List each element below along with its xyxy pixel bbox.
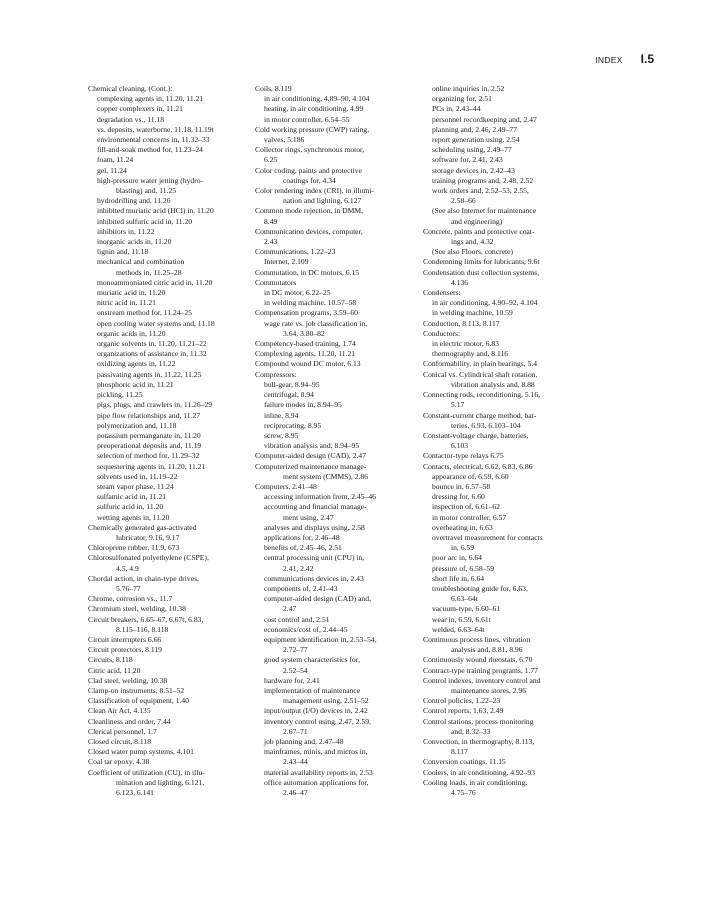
index-entry: Circuit breakers, 6.65–67, 6.67t, 6.83, [88,614,204,624]
index-entry: inorganic acids in, 11.20 [97,237,172,247]
index-entry: job planning and, 2.47–48 [264,737,344,746]
index-entry: high-pressure water jetting (hydro- [97,175,204,185]
index-entry: inline, 8.94 [264,410,299,420]
index-entry: Chlorosulfonated polyethylene (CSPE), [88,553,209,563]
index-entry: muriatic acid in, 11.20 [97,288,166,298]
index-entry: 5.76–77 [116,583,141,593]
index-entry: Compound wound DC motor, 6.13 [255,359,361,369]
index-entry: organic solvents in, 11.20, 11.21–22 [97,339,207,349]
index-entry: thermography and, 8.116 [432,349,509,359]
index-entry: 2.47 [283,604,297,614]
index-entry: Compressors: [255,369,297,379]
index-entry: organic acids in, 11.20 [97,328,166,338]
index-entry: Control reports, 1.63, 2.49 [423,706,504,716]
index-entry: management using, 2.51–52 [283,696,369,706]
index-entry: valves, 5.186 [264,135,305,145]
index-entry: office automation applications for, [264,777,369,787]
index-entry: 4.75–76 [451,788,476,798]
index-entry: monoammoniated citric acid in, 11.20 [97,277,213,287]
index-entry: sulfuric acid in, 11.20 [97,502,164,512]
index-entry: Color rendering index (CRI), in illumi- [255,186,374,196]
index-entry: welded, 6.63–64t [432,624,485,634]
index-entry: inspection of, 6.61–62 [432,502,500,512]
index-entry: Control policies, 1.22–23 [423,696,501,706]
index-entry: Computerized maintenance manage- [255,461,367,471]
index-entry: Chrome, corrosion vs., 11.7 [88,594,173,604]
index-entry: Closed water pump systems, 4.101 [88,747,194,757]
index-entry: blasting) and, 11.25 [116,186,177,196]
index-entry: Chordal action, in chain-type drives, [88,573,199,583]
index-entry: pipe flow relationships and, 11.27 [97,410,201,420]
index-entry: vibration analysis and, 8.88 [451,379,535,389]
index-entry: 5.17 [451,400,465,410]
index-entry: mainframes, minis, and micros in, [264,747,368,757]
index-entry: Conformability, in plain bearings, 5.4 [423,359,538,369]
index-entry: 2.72–77 [283,645,308,655]
index-entry: Chemical cleaning, (Cont.): [88,84,173,93]
index-entry: Common mode rejection, in DMM, [255,206,363,216]
index-entry: Control indexes, inventory control and [423,675,541,685]
index-entry: wetting agents in, 11.20 [97,512,170,522]
index-entry: in welding machine, 10.57–58 [264,298,357,308]
index-entry: training programs and, 2.48, 2.52 [432,175,534,185]
index-entry: applications for, 2.46–48 [264,532,340,542]
index-entry: copper complexers in, 11.21 [97,104,183,114]
index-entry: Conical vs. Cylindrical shaft rotation, [423,369,538,379]
index-entry: Collector rings, synchronous motor, [255,145,365,155]
index-entry: (See also Floors, concrete) [432,247,513,257]
index-entry: coatings for, 4.34 [283,175,336,185]
index-entry: 2.41, 2.42 [283,563,314,573]
index-entry: Cold working pressure (CWP) rating, [255,124,370,134]
index-entry: Clamp-on instruments, 8.51–52 [88,685,185,695]
index-column-3 [423,84,598,798]
index-entry: overheating in, 6.63 [432,522,493,532]
index-entry: inhibited sulfuric acid in, 11.20 [97,216,193,226]
index-entry: gel, 11.24 [97,165,127,175]
index-entry: Contract-type training programs, 1.77 [423,665,538,675]
index-entry: in motor controller, 6.57 [432,512,507,522]
index-entry: in air conditioning, 4.90–92, 4.104 [432,298,538,308]
index-entry: centrifugal, 8.94 [264,390,314,400]
index-entry: nation and lighting, 6.127 [283,196,362,206]
index-entry: 4.5, 4.9 [116,563,139,573]
index-entry: analyses and displays using, 2.58 [264,522,365,532]
index-entry: Complexing agents, 11.20, 11.21 [255,349,356,359]
index-entry: reciprocating, 8.95 [264,420,322,430]
index-entry: ment system (CMMS), 2.86 [283,471,369,481]
index-entry: appearance of, 6.59, 6.60 [432,471,509,481]
index-entry: Conduction, 8.113, 8.117 [423,318,500,328]
index-entry: Clean Air Act, 4.135 [88,706,151,716]
index-entry: Conductors: [423,328,461,338]
index-entry: lubricator, 9.16, 9.17 [116,532,180,542]
index-entry: sulfamic acid in, 11.21 [97,492,167,502]
index-entry: screw, 8.95 [264,430,299,440]
index-entry: Continuous process lines, vibration [423,634,531,644]
index-entry: in air conditioning, 4.89–90, 4.104 [264,94,370,104]
index-entry: accessing information from, 2.45–46 [264,492,376,502]
index-entry: good system characteristics for, [264,655,360,665]
index-entry: Computer-aided design (CAD), 2.47 [255,451,366,461]
index-entry: foam, 11.24 [97,155,134,165]
index-entry: Compensation programs, 3.59–60 [255,308,358,318]
index-entry: Convection, in thermography, 8.113, [423,737,535,746]
index-entry: planning and, 2.46, 2.49–77 [432,124,517,134]
index-entry: methods in, 11.25–28 [116,267,182,277]
index-entry: components of, 2.41–43 [264,583,338,593]
index-entry: in electric motor, 6.83 [432,339,499,349]
index-entry: implementation of maintenance [264,685,361,695]
index-entry: Circuit protectors, 8.119 [88,645,162,655]
index-entry: Control stations, process monitoring [423,716,534,726]
index-entry: 4.136 [451,277,469,287]
index-entry: degradation vs., 11.18 [97,114,164,124]
index-entry: online inquiries in, 2.52 [432,84,505,93]
index-entry: 2.43 [264,237,278,247]
index-entry: Cleanliness and order, 7.44 [88,716,171,726]
index-entry: Constant-voltage charge, batteries, [423,430,529,440]
index-entry: pickling, 11.25 [97,390,143,400]
index-entry: inventory control using, 2.47, 2.59, [264,716,371,726]
index-entry: Contactor-type relays 6.75 [423,451,504,461]
index-entry: Condensation dust collection systems, [423,267,540,277]
index-entry: heating, in air conditioning, 4.99 [264,104,364,114]
index-entry: pressure of, 6.58–59 [432,563,495,573]
index-column-1 [88,84,248,798]
index-entry: hardware for, 2.41 [264,675,320,685]
index-entry: 8.115–116, 8.118 [116,624,169,634]
index-entry: steam vapor phase, 11.24 [97,481,174,491]
index-entry: solvents used in, 11.19–22 [97,471,178,481]
index-entry: passivating agents in, 11.22, 11.25 [97,369,202,379]
index-entry: Clerical personnel, 1.7 [88,726,157,736]
index-entry: vs. deposits, waterborne, 11.18, 11.19t [97,124,214,134]
index-entry: bull-gear, 8.94–95 [264,379,320,389]
index-entry: potassium permanganate in, 11.20 [97,430,201,440]
index-entry: Continuously wound rheostats, 6.70 [423,655,533,665]
index-entry: 6.103 [451,441,469,451]
index-entry: 6.123, 6.141 [116,788,154,798]
index-entry: short life in, 6.64 [432,573,485,583]
index-entry: wear in, 6.59, 6.61t [432,614,491,624]
index-entry: equipment identification in, 2.53–54, [264,634,377,644]
index-entry: Color coding, paints and protective [255,165,362,175]
page-number: I.5 [640,52,654,66]
index-entry: ment using, 2.47 [283,512,334,522]
index-entry: hydrodrilling and, 11.26 [97,196,171,206]
index-entry: Chloroprene rubber, 11.9, 673 [88,543,180,553]
index-entry: 8.117 [451,747,468,757]
index-entry: accounting and financial manage- [264,502,367,512]
index-entry: Contacts, electrical, 6.62, 6.83, 6.86 [423,461,533,471]
index-entry: troubleshooting guide for, 6.63, [432,583,528,593]
index-entry: 2.67–71 [283,726,308,736]
index-entry: ings and, 4.32 [451,237,494,247]
index-entry: Internet, 2.109 [264,257,309,267]
index-entry: lignin and, 11.18 [97,247,149,257]
index-entry: Conversion coatings, 11.15 [423,757,506,767]
index-entry: polymerization and, 11.18 [97,420,177,430]
index-entry: cost control and, 2.51 [264,614,330,624]
index-entry: 6.63–64t [451,594,478,604]
index-entry: Coefficient of utilization (CU), in illu- [88,767,205,777]
index-entry: 8.49 [264,216,278,226]
index-entry: in DC motor, 6.22–25 [264,288,331,298]
index-entry: 2.43–44 [283,757,308,767]
header-label: INDEX [595,55,623,65]
index-entry: selection of method for, 11.29–32 [97,451,200,461]
index-entry: Communications, 1.22–23 [255,247,336,257]
index-entry: nitric acid in, 11.21 [97,298,156,308]
index-entry: benefits of, 2.45–46, 2.51 [264,543,342,553]
index-entry: oxidizing agents in, 11.22 [97,359,176,369]
index-entry: communications devices in, 2.43 [264,573,364,583]
index-entry: vibration analysis and, 8.94–95 [264,441,360,451]
index-entry: Circuit interrupters 6.66 [88,634,162,644]
index-entry: bounce in, 6.57–58 [432,481,491,491]
index-entry: failure modes in, 8.94–95 [264,400,342,410]
running-header [595,52,654,66]
index-entry: report generation using, 2.54 [432,135,520,145]
index-entry: Coils, 8.119 [255,84,292,93]
index-entry: preoperational deposits and, 11.19 [97,441,202,451]
index-entry: mination and lighting, 6.121, [116,777,205,787]
index-entry: Chromium steel, welding, 10.38 [88,604,186,614]
index-entry: maintenance stores, 2.96 [451,685,527,695]
index-entry: sequestering agents in, 11.20, 11.21 [97,461,206,471]
index-entry: work orders and, 2.52–53, 2.55, [432,186,529,196]
index-entry: and, 8.32–33 [451,726,491,736]
index-entry: Constant-current charge method, bat- [423,410,537,420]
index-column-2 [255,84,415,798]
index-entry: Closed circuit, 8.118 [88,737,151,746]
index-entry: organizing for, 2.51 [432,94,492,104]
index-entry: scheduling using, 2.49–77 [432,145,512,155]
index-entry: material availability reports in, 2.53 [264,767,373,777]
index-entry: fill-and-soak method for, 11.23–24 [97,145,203,155]
index-entry: Coal tar epoxy, 4.38 [88,757,150,767]
index-entry: environmental concerns in, 11.32–33 [97,135,210,145]
index-entry: software for, 2.41, 2.43 [432,155,503,165]
index-entry: analysis and, 8.81, 8.96 [451,645,523,655]
index-entry: onstream method for, 11.24–25 [97,308,192,318]
index-entry: in motor controller, 6.54–55 [264,114,350,124]
index-entry: open cooling water systems and, 11.18 [97,318,215,328]
index-entry: organizations of assistance in, 11.32 [97,349,207,359]
index-entry: inhibited muriatic acid (HCl) in, 11.20 [97,206,214,216]
index-entry: Coolers, in air conditioning, 4.92–93 [423,767,535,777]
index-entry: central processing unit (CPU) in, [264,553,365,563]
index-entry: Condensers: [423,288,461,298]
index-entry: poor arc in, 6.64 [432,553,482,563]
index-entry: storage devices in, 2.42–43 [432,165,515,175]
index-entry: dressing for, 6.60 [432,492,485,502]
index-entry: 6.25 [264,155,278,165]
index-entry: Commutation, in DC motors, 6.15 [255,267,359,277]
index-entry: personnel recordkeeping and, 2.47 [432,114,537,124]
index-entry: complexing agents in, 11.20, 11.21 [97,94,204,104]
index-entry: 2.58–66 [451,196,476,206]
index-entry: Communication devices, computer, [255,226,363,236]
index-entry: computer-aided design (CAD) and, [264,594,371,604]
index-entry: PCs in, 2.43–44 [432,104,481,114]
index-entry: pigs, plugs, and crawlers in, 11.26–29 [97,400,213,410]
index-entry: Computers, 2.41–48 [255,481,317,491]
index-entry: wage rate vs. job classification in, [264,318,368,328]
index-entry: Connecting rods, reconditioning, 5.16, [423,390,541,400]
index-entry: Cooling loads, in air conditioning, [423,777,528,787]
index-entry: Competency-based training, 1.74 [255,339,356,349]
index-entry: in, 6.59 [451,543,474,553]
index-entry: Circuits, 8.118 [88,655,133,665]
index-entry: phosphoric acid in, 11.21 [97,379,174,389]
index-entry: 2.46–47 [283,788,308,798]
index-entry: mechanical and combination [97,257,185,267]
index-entry: economics/cost of, 2.44–45 [264,624,348,634]
index-entry: (See also Internet for maintenance [432,206,537,216]
index-entry: 2.52–54 [283,665,308,675]
index-entry: and engineering) [451,216,503,226]
index-entry: teries, 6.93, 6.103–104 [451,420,521,430]
index-entry: Clad steel, welding, 10.38 [88,675,168,685]
index-entry: inhibitors in, 11.22 [97,226,155,236]
index-entry: Concrete, paints and protective coat- [423,226,535,236]
index-entry: Classification of equipment, 1.40 [88,696,190,706]
index-entry: vacuum-type, 6.60–61 [432,604,501,614]
index-entry: 3.64, 3.80–82 [283,328,325,338]
index-entry: Citric acid, 11.20 [88,665,141,675]
index-entry: overtravel measurement for contacts [432,532,543,542]
index-entry: Condemning limits for lubricants, 9.6t [423,257,540,267]
index-entry: input/output (I/O) devices in, 2.42 [264,706,368,716]
index-entry: in welding machine, 10.59 [432,308,513,318]
index-entry: Chemically generated gas-activated [88,522,197,532]
index-entry: Commutators [255,277,297,287]
